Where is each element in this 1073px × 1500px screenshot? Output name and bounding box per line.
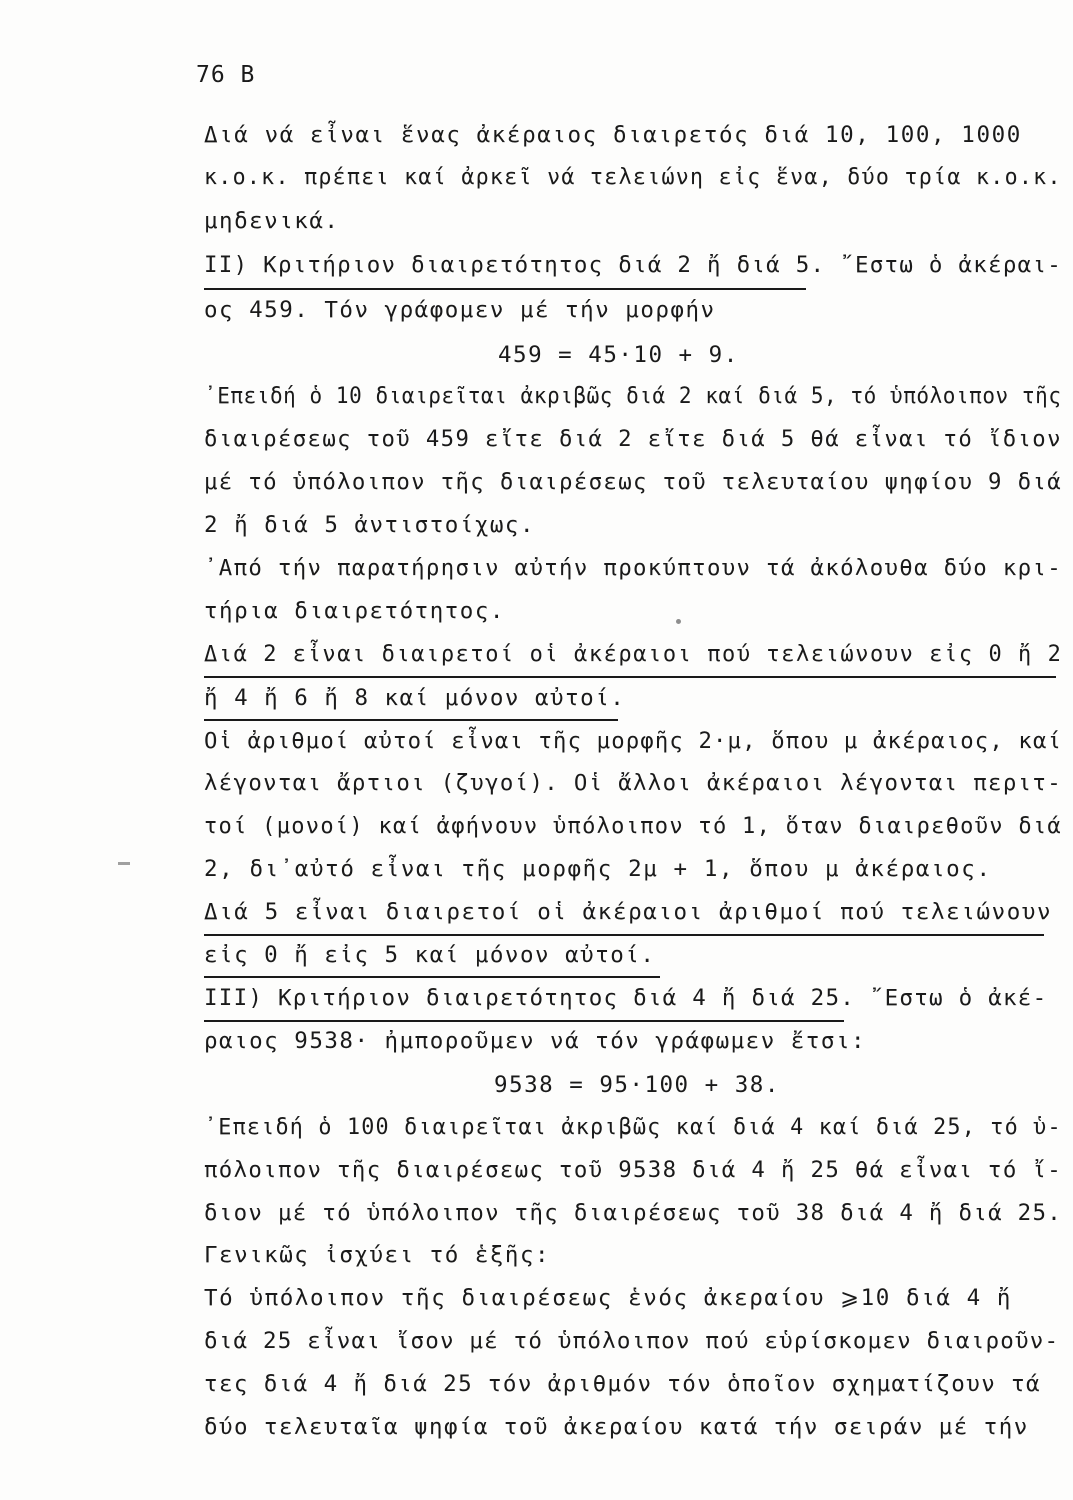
text-line: διον μέ τό ὑπόλοιπον τῆς διαιρέσεως τοῦ 38 διά 4 ἤ διά 25. <box>204 1200 1063 1226</box>
rule-statement: ἤ 4 ἤ 6 ἤ 8 καί μόνον αὐτοί. <box>204 685 626 711</box>
section-heading-iii: III) Κριτήριον διαιρετότητος διά 4 ἤ διά 25. ῎Εστω ὁ ἀκέ- <box>204 985 1048 1011</box>
text-line: διαιρέσεως τοῦ 459 εἴτε διά 2 εἴτε διά 5 θά εἶναι τό ἴδιον <box>204 426 1062 452</box>
text-line: 2, δι᾿αὐτό εἶναι τῆς μορφῆς 2μ + 1, ὅπου μ ἀκέραιος. <box>204 856 992 882</box>
text-line: λέγονται ἄρτιοι (ζυγοί). Οἱ ἄλλοι ἀκέραιοι λέγονται περιτ- <box>204 770 1063 796</box>
text-line: κ.ο.κ. πρέπει καί ἀρκεῖ νά τελειώνη εἰς ἕνα, δύο τρία κ.ο.κ. <box>204 164 1062 190</box>
text-line: πόλοιπον τῆς διαιρέσεως τοῦ 9538 διά 4 ἤ 25 θά εἶναι τό ἴ- <box>204 1157 1063 1183</box>
scan-speck <box>676 619 681 624</box>
text-line: μηδενικά. <box>204 208 340 234</box>
scan-speck <box>118 862 130 865</box>
text-line: ᾿Επειδή ὁ 10 διαιρεῖται ἀκριβῶς διά 2 καί διά 5, τό ὑπόλοιπον τῆς <box>204 383 1062 409</box>
text-line: τήρια διαιρετότητος. <box>204 598 505 624</box>
section-heading-ii: II) Κριτήριον διαιρετότητος διά 2 ἤ διά 5. ῎Εστω ὁ ἀκέραι- <box>204 252 1063 278</box>
formula: 459 = 45·10 + 9. <box>498 342 739 368</box>
text-line: Τό ὑπόλοιπον τῆς διαιρέσεως ἑνός ἀκεραίου ⩾10 διά 4 ἤ <box>204 1285 1013 1311</box>
text-line: 2 ἤ διά 5 ἀντιστοίχως. <box>204 512 536 538</box>
text-line: ος 459. Τόν γράφομεν μέ τήν μορφήν <box>204 297 716 323</box>
formula: 9538 = 95·100 + 38. <box>494 1072 780 1098</box>
text-line: δύο τελευταῖα ψηφία τοῦ ἀκεραίου κατά τήν σειράν μέ τήν <box>204 1414 1029 1440</box>
text-line: Οἱ ἀριθμοί αὐτοί εἶναι τῆς μορφῆς 2·μ, ὅπου μ ἀκέραιος, καί <box>204 728 1063 754</box>
rule-statement: Διά 2 εἶναι διαιρετοί οἱ ἀκέραιοι πού τελειώνουν εἰς 0 ἤ 2 <box>204 641 1063 667</box>
rule-statement: εἰς 0 ἤ εἰς 5 καί μόνον αὐτοί. <box>204 942 656 968</box>
text-line: μέ τό ὑπόλοιπον τῆς διαιρέσεως τοῦ τελευταίου ψηφίου 9 διά <box>204 469 1063 495</box>
statement-underline <box>204 719 618 721</box>
text-line: ᾿Επειδή ὁ 100 διαιρεῖται ἀκριβῶς καί διά 4 καί διά 25, τό ὑ- <box>204 1114 1062 1140</box>
statement-underline <box>204 676 1056 678</box>
page-number: 76 B <box>196 62 256 88</box>
text-line: διά 25 εἶναι ἴσον μέ τό ὑπόλοιπον πού εὑρίσκομεν διαιροῦν- <box>204 1328 1060 1354</box>
text-line: Γενικῶς ἰσχύει τό ἑξῆς: <box>204 1242 551 1268</box>
text-line: ραιος 9538· ἠμποροῦμεν νά τόν γράφωμεν ἔτσι: <box>204 1028 867 1054</box>
text-line: Διά νά εἶναι ἕνας ἀκέραιος διαιρετός διά 10, 100, 1000 <box>204 122 1022 148</box>
text-line: ᾿Από τήν παρατήρησιν αὐτήν προκύπτουν τά ἀκόλουθα δύο κρι- <box>204 555 1063 581</box>
heading-underline <box>204 1020 844 1022</box>
text-line: τοί (μονοί) καί ἀφήνουν ὑπόλοιπον τό 1, ὅταν διαιρεθοῦν διά <box>204 813 1062 839</box>
rule-statement: Διά 5 εἶναι διαιρετοί οἱ ἀκέραιοι ἀριθμοί πού τελειώνουν <box>204 899 1053 925</box>
heading-underline <box>204 288 806 290</box>
statement-underline <box>204 976 660 978</box>
statement-underline <box>204 934 1044 936</box>
text-line: τες διά 4 ἤ διά 25 τόν ἀριθμόν τόν ὁποῖον σχηματίζουν τά <box>204 1371 1041 1397</box>
